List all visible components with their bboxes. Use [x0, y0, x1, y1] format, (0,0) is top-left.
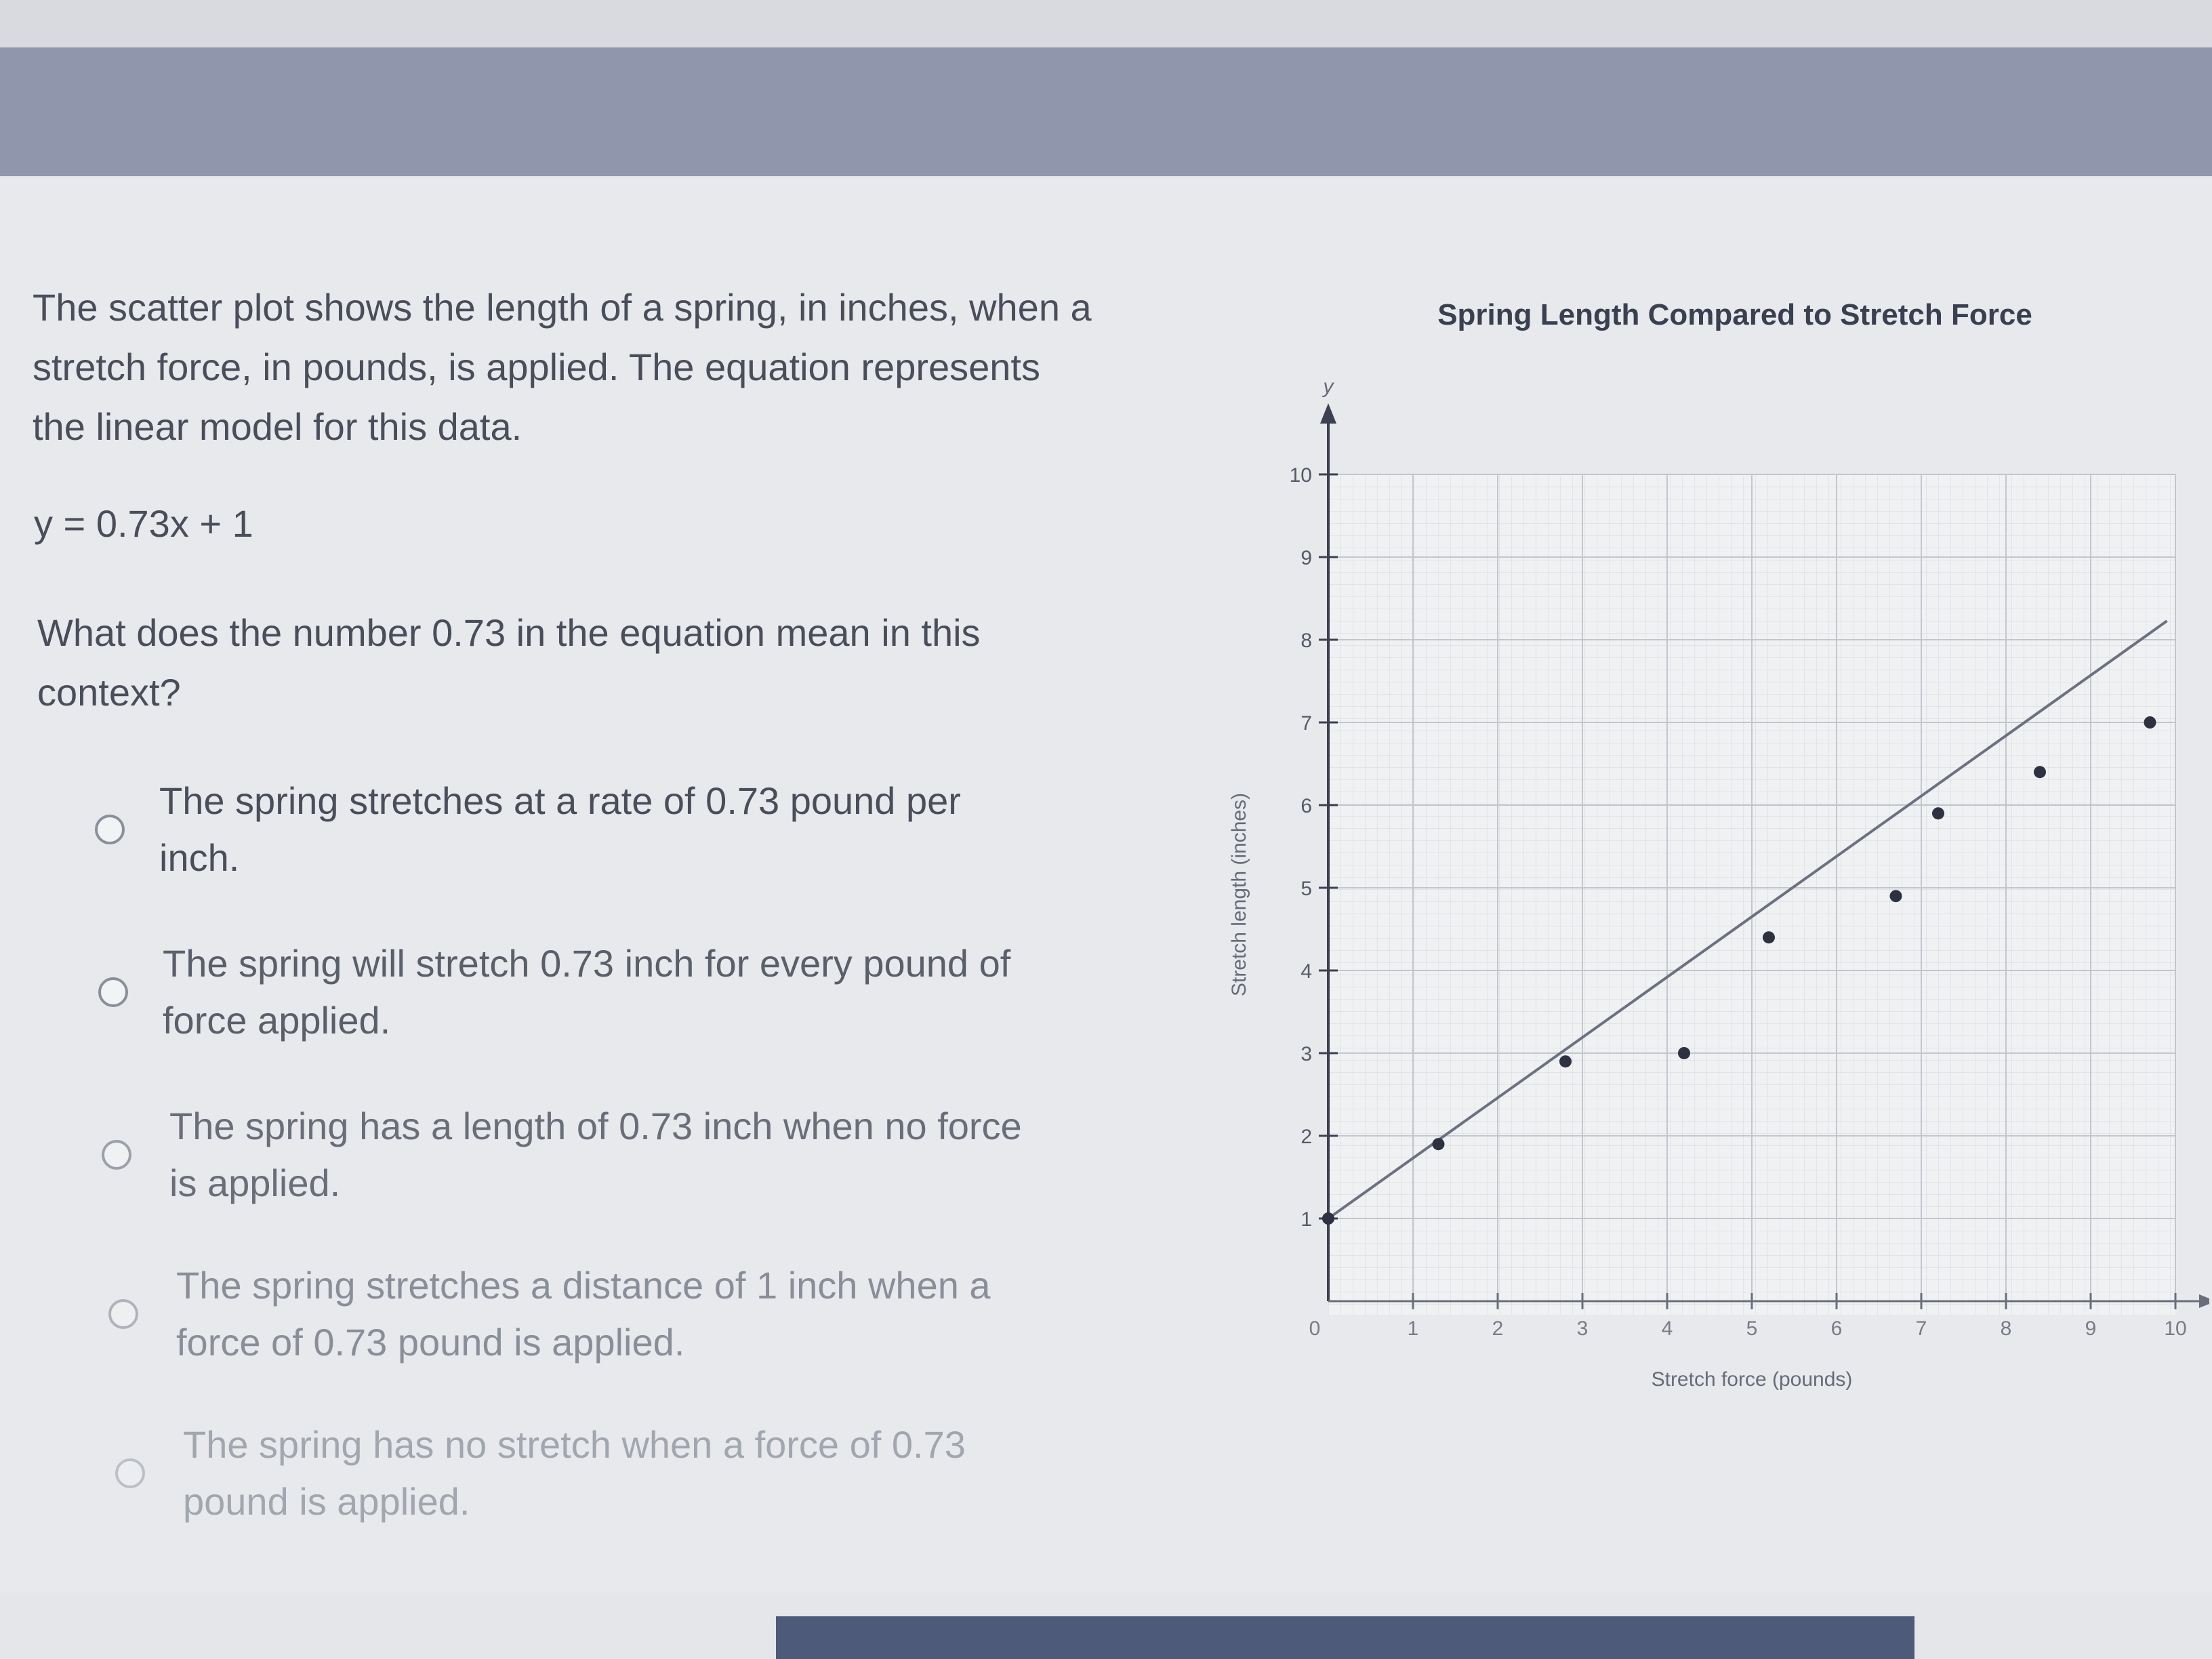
option-label: The spring has no stretch when a force of 0.73 pound is applied. [183, 1423, 966, 1523]
y-tick-label: 3 [1300, 1043, 1312, 1065]
y-axis-arrow [1320, 403, 1336, 424]
y-tick-label: 6 [1300, 795, 1312, 817]
equation-text: y = 0.73x + 1 [34, 502, 253, 545]
y-tick-label: 4 [1300, 960, 1312, 983]
y-tick-label: 5 [1300, 878, 1312, 900]
x-tick-label: 1 [1407, 1317, 1419, 1340]
option-label: The spring has a length of 0.73 inch when no force is applied. [169, 1105, 1022, 1204]
chart-title: Spring Length Compared to Stretch Force [1437, 298, 2032, 331]
y-axis-label: Stretch length (inches) [1228, 792, 1250, 997]
data-point [2144, 716, 2156, 729]
data-point [2034, 766, 2046, 778]
data-point [1890, 890, 1902, 902]
x-tick-label: 4 [1661, 1317, 1673, 1340]
y-tick-label: 8 [1300, 630, 1312, 652]
data-point [1932, 807, 1944, 819]
option-label: The spring stretches at a rate of 0.73 pound per inch. [159, 779, 961, 879]
data-point [1433, 1138, 1445, 1150]
data-point [1559, 1055, 1572, 1067]
question-text: The scatter plot shows the length of a spring, in inches, when a stretch force, in pounds, is applied. The equation represents the linear model for this data. [33, 286, 1092, 448]
y-tick-label: 1 [1300, 1208, 1312, 1231]
x-tick-label: 9 [2085, 1317, 2097, 1340]
x-tick-label: 6 [1830, 1317, 1843, 1340]
x-tick-label: 2 [1492, 1317, 1504, 1340]
y-tick-label: 2 [1300, 1126, 1312, 1148]
x-tick-label: 3 [1576, 1317, 1589, 1340]
radio-button[interactable] [108, 1299, 138, 1329]
radio-button[interactable] [102, 1140, 131, 1170]
y-tick-label: 7 [1300, 712, 1312, 735]
scatter-plot [1206, 352, 2209, 1410]
data-point [1322, 1212, 1334, 1225]
taskbar [776, 1616, 1914, 1659]
x-axis-label: Stretch force (pounds) [1651, 1368, 1853, 1391]
origin-label: 0 [1309, 1317, 1321, 1340]
x-tick-label: 10 [2164, 1317, 2187, 1340]
option-label: The spring stretches a distance of 1 inch when a force of 0.73 pound is applied. [176, 1264, 991, 1364]
x-tick-label: 7 [1915, 1317, 1927, 1340]
radio-button[interactable] [115, 1458, 145, 1488]
y-tick-label: 9 [1300, 547, 1312, 569]
y-axis-letter: y [1323, 375, 1334, 398]
x-tick-label: 8 [2000, 1317, 2012, 1340]
x-tick-label: 5 [1746, 1317, 1758, 1340]
question-prompt: What does the number 0.73 in the equation mean in this context? [37, 611, 981, 714]
radio-button[interactable] [95, 815, 125, 844]
data-point [1763, 931, 1775, 943]
data-point [1678, 1047, 1690, 1059]
y-tick-label: 10 [1289, 464, 1312, 487]
browser-top-strip [0, 0, 2212, 47]
header-bar [0, 47, 2212, 176]
radio-button[interactable] [98, 977, 128, 1007]
option-label: The spring will stretch 0.73 inch for every pound of force applied. [163, 942, 1011, 1042]
x-axis-arrow [2199, 1294, 2209, 1308]
